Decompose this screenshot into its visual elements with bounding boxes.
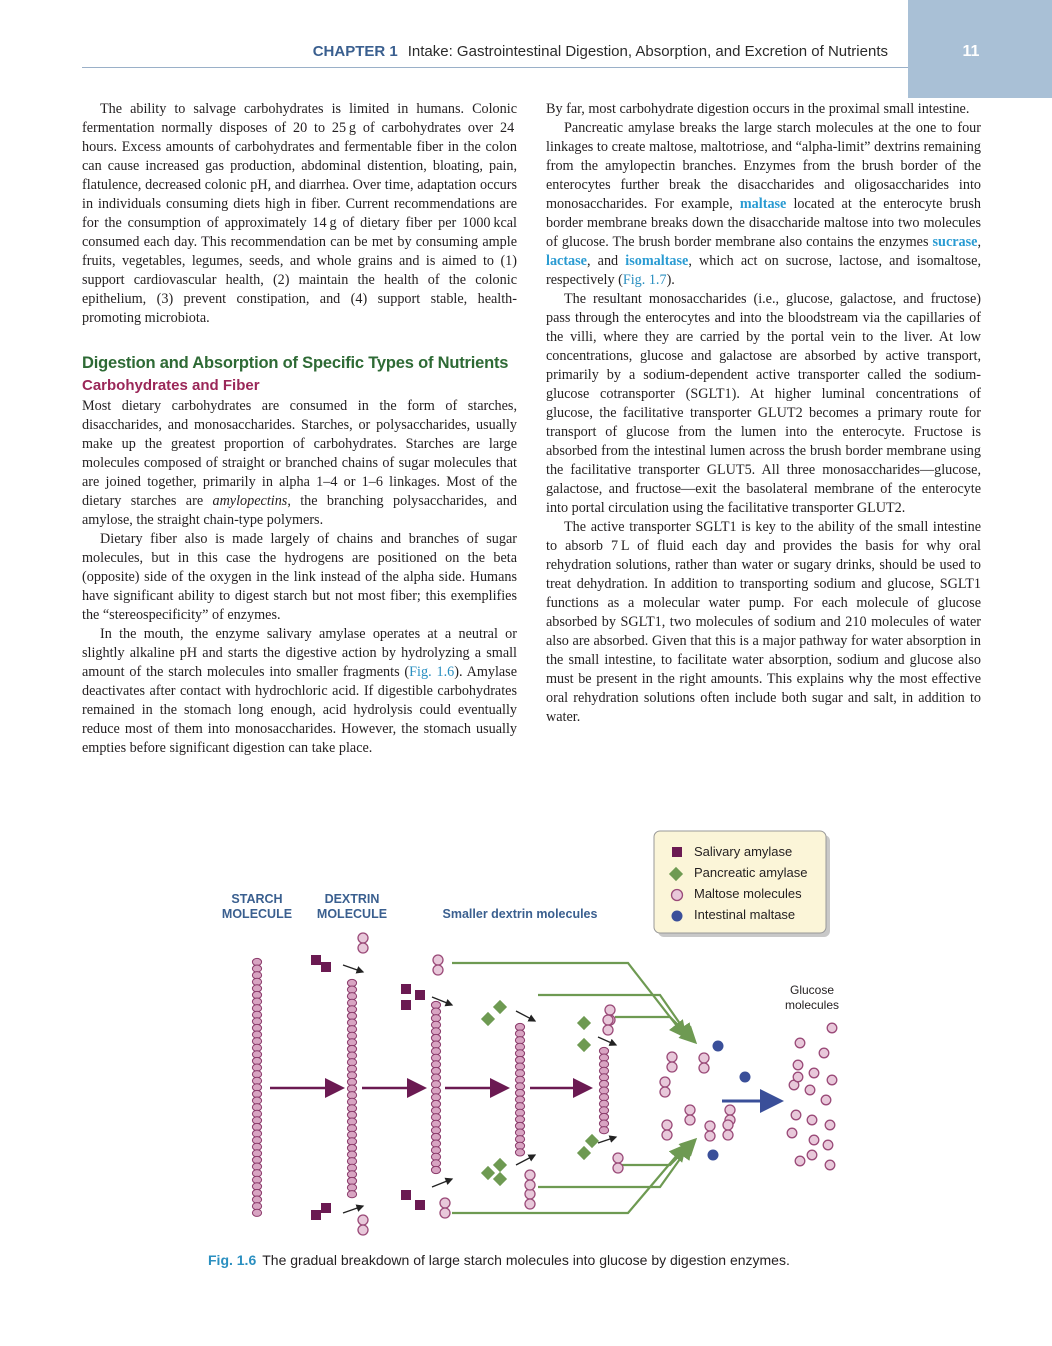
pancreatic-amylase-marker <box>481 1012 495 1026</box>
glucose-molecule <box>809 1135 819 1145</box>
label-molecules: molecules <box>784 998 840 1012</box>
label-smaller-dextrin: Smaller dextrin molecules <box>442 907 598 921</box>
chapter-label: CHAPTER 1 <box>312 43 398 60</box>
maltose-molecule <box>705 1121 715 1131</box>
cleavage-arrow <box>432 1179 452 1187</box>
glucose-molecule <box>827 1075 837 1085</box>
figure-caption <box>208 1252 790 1268</box>
pancreatic-amylase-marker <box>577 1016 591 1030</box>
glucose-molecule <box>805 1085 815 1095</box>
paragraph: By far, most carbohydrate digestion occurs in the proximal small intestine. <box>546 101 970 117</box>
glucose-molecule <box>787 1128 797 1138</box>
keyword-link-sucrase[interactable]: sucrase <box>932 234 978 250</box>
salivary-amylase-marker <box>401 984 411 994</box>
maltose-molecule <box>613 1163 623 1173</box>
glucose-molecules <box>787 1023 837 1170</box>
subsection-heading: Carbohydrates and Fiber <box>82 377 260 394</box>
maltose-molecule-icon <box>672 890 683 901</box>
figure-label: Fig. 1.6 <box>208 1252 257 1268</box>
maltose-molecule <box>613 1153 623 1163</box>
maltose-molecule <box>358 1225 368 1235</box>
maltose-molecule <box>667 1062 677 1072</box>
paragraph: The ability to salvage carbohydrates is limited in humans. Colonic fermentation normally disposes of 20 to 25 g of carbohydrates over 24 hours. Excess amounts of carbohydrates and fermentable fiber in the colon can cause increased gas production, abdominal distention, bloating, pain, flatulence, decreased colonic pH, and diarrhea. Over time, adaptation occurs in individuals consuming diets high in fiber. Current recommendations are for the consumption of approximately 14 g of dietary fiber per 1000 kcal consumed each day. This recommendation can be met by consuming ample fruits, vegetables, legumes, seeds, and whole grains and is aimed to (1) support cardiovascular health, (2) maintain the health of the colonic epithelium, (3) prevent constipation, and (4) support stable, health-promoting microbiota. <box>82 101 517 326</box>
caption-text: The gradual breakdown of large starch molecules into glucose by digestion enzymes. <box>262 1252 790 1268</box>
intestinal-maltase-icon <box>672 911 683 922</box>
glucose-molecule <box>809 1068 819 1078</box>
figure-link[interactable]: Fig. 1.6 <box>409 664 455 680</box>
glucose-molecule <box>807 1115 817 1125</box>
legend <box>654 831 830 937</box>
maltose-molecule <box>660 1077 670 1087</box>
cleavage-arrow <box>343 965 363 972</box>
chapter-title: Intake: Gastrointestinal Digestion, Absorption, and Excretion of Nutrients <box>407 43 888 60</box>
pancreatic-amylase-marker <box>493 1172 507 1186</box>
page-number-box <box>908 0 1052 98</box>
label-molecule: MOLECULE <box>316 907 388 921</box>
salivary-amylase-marker <box>401 1190 411 1200</box>
glucose-molecule <box>823 1140 833 1150</box>
maltose-molecule <box>358 1215 368 1225</box>
pancreatic-amylase-marker <box>577 1038 591 1052</box>
paragraph: Pancreatic amylase breaks the large starch molecules at the one to four linkages to create maltose, maltotriose, and “alpha-limit” dextrins remaining from the amylopectin branches. Enzymes from the brush border of the enterocytes further break the disaccharides and oligosaccharides into monosaccharides. For example, maltase located at the enterocyte brush border membrane breaks down the disaccharide maltose into two molecules of glucose. The brush border membrane also contains the enzymes sucrase, lactase, and isomaltase, which act on sucrose, lactose, and isomaltose, respectively (Fig. 1.7). <box>546 120 981 288</box>
intestinal-maltase-marker <box>713 1041 724 1052</box>
glucose-molecule <box>793 1060 803 1070</box>
cleavage-arrow <box>516 1011 535 1021</box>
cleavage-arrow <box>516 1155 535 1165</box>
keyword-link-maltase[interactable]: maltase <box>739 196 787 212</box>
maltose-molecule <box>699 1063 709 1073</box>
starch-chain-unit <box>252 1209 261 1216</box>
starch-digestion-diagram <box>200 825 880 1245</box>
maltose-molecule <box>440 1208 450 1218</box>
cleavage-arrow <box>598 1037 616 1045</box>
glucose-molecule <box>795 1156 805 1166</box>
pancreatic-amylase-marker <box>493 1158 507 1172</box>
maltose-molecule <box>603 1015 613 1025</box>
legend-label-maltase: Intestinal maltase <box>694 907 796 922</box>
paragraph: Most dietary carbohydrates are consumed in the form of starches, disaccharides, and monosaccharides. Starches, or polysaccharides, usually make up the greatest proportion of carbohydrates. Starches are large molecules composed of straight or branched chains of sugar molecules that are joined together, primarily in alpha 1–4 or 1–6 linkages. Most of the dietary starches are amylopectins, the branching polysaccharides, and amylose, the straight chain-type polymers. <box>82 398 517 528</box>
legend-label-salivary: Salivary amylase <box>694 844 793 859</box>
glucose-molecule <box>821 1095 831 1105</box>
dextrin-chain-unit <box>347 1191 356 1198</box>
label-dextrin: DEXTRIN <box>324 892 380 906</box>
pancreatic-amylase-marker <box>481 1166 495 1180</box>
label-molecule: MOLECULE <box>221 907 293 921</box>
maltose-molecule <box>723 1130 733 1140</box>
maltose-molecule <box>603 1025 613 1035</box>
salivary-amylase-marker <box>401 1000 411 1010</box>
paragraph: The active transporter SGLT1 is key to the ability of the small intestine to absorb 7 L of fluid each day and provides the basis for why oral rehydration solutions, rather than water or sugary drinks, should be used to treat dehydration. In addition to transporting sodium and glucose, SGLT1 functions as a molecular water pump. For each molecule of glucose absorbed by SGLT1, two molecules of sodium and 210 molecules of water also are absorbed. Given that this is a major pathway for water absorption in the small intestine, to facilitate water absorption, sodium and glucose also must be present in the right amounts. This explains why the most effective oral rehydration solutions often include both sugar and salt, in addition to water. <box>546 519 981 725</box>
salivary-amylase-marker <box>415 1200 425 1210</box>
figure-starch-breakdown <box>200 825 880 1245</box>
glucose-molecule <box>819 1048 829 1058</box>
paragraph: In the mouth, the enzyme salivary amylase operates at a neutral or slightly alkaline pH and starts the digestive action by hydrolyzing a small amount of the starch molecules into smaller fragments (Fig. 1.6). Amylase deactivates after contact with hydrochloric acid. If digestible carbohydrates remained in the stomach long enough, acid hydrolysis could eventually reduce most of them into monosaccharides. However, the stomach usually empties before significant digestion can take place. <box>82 626 518 756</box>
keyword-link-lactase[interactable]: lactase <box>546 253 587 269</box>
paragraph: The resultant monosaccharides (i.e., glucose, galactose, and fructose) pass through the enterocytes and into the bloodstream via the capillaries of the villi, where they are carried by the portal vein to the liver. At low concentrations, glucose and galactose are absorbed by active transport, primarily by a sodium-dependent active transporter called the sodium-glucose cotransporter (SGLT1). At higher luminal concentrations of glucose, the facilitative transporter GLUT2 becomes a primary route for transport of glucose from the lumen into the enterocyte. Fructose is absorbed from the intestinal lumen across the brush border membrane using the facilitative transporter GLUT5. All three monosaccharides—glucose, galactose, and fructose—exit the basolateral membrane of the enterocyte into portal circulation using the facilitative transporter GLUT2. <box>546 291 981 516</box>
glucose-molecule <box>825 1120 835 1130</box>
maltose-molecule <box>433 965 443 975</box>
maltose-molecule <box>705 1131 715 1141</box>
legend-label-pancreatic: Pancreatic amylase <box>694 865 808 880</box>
section-heading: Digestion and Absorption of Specific Types of Nutrients <box>82 354 509 372</box>
maltose-molecule <box>662 1120 672 1130</box>
salivary-amylase-icon <box>672 847 682 857</box>
glucose-molecule <box>791 1110 801 1120</box>
legend-label-maltose: Maltose molecules <box>694 886 802 901</box>
maltose-molecule <box>358 943 368 953</box>
pancreatic-amylase-marker <box>493 1000 507 1014</box>
maltose-molecule <box>660 1087 670 1097</box>
figure-link[interactable]: Fig. 1.7 <box>622 272 667 288</box>
left-column <box>82 100 517 758</box>
dextrin-chain-unit <box>431 1166 440 1173</box>
intestinal-maltase-marker <box>740 1072 751 1083</box>
label-glucose: Glucose <box>789 983 835 997</box>
dextrin-chain-unit <box>515 1149 524 1156</box>
keyword-link-isomaltase[interactable]: isomaltase <box>625 253 689 269</box>
maltose-molecule <box>685 1115 695 1125</box>
page-number: 11 <box>962 43 980 60</box>
maltose-molecule <box>723 1120 733 1130</box>
salivary-amylase-marker <box>311 1210 321 1220</box>
label-starch: STARCH <box>231 892 283 906</box>
maltose-molecule <box>433 955 443 965</box>
emphasis-term: amylopectins <box>212 493 288 509</box>
dextrin-chain-unit <box>599 1127 608 1134</box>
maltose-molecule <box>525 1180 535 1190</box>
salivary-amylase-marker <box>415 990 425 1000</box>
running-header <box>82 43 888 60</box>
maltose-molecule <box>667 1052 677 1062</box>
right-column <box>546 100 981 727</box>
salivary-amylase-marker <box>321 1203 331 1213</box>
salivary-amylase-marker <box>311 955 321 965</box>
glucose-molecule <box>795 1038 805 1048</box>
header-rule <box>82 67 908 68</box>
paragraph: Dietary fiber also is made largely of chains and branches of sugar molecules, but in this case the hydrogens are positioned on the beta (opposite) side of the oxygen in the link instead of the alpha side. Humans have significant ability to digest starch but not most fiber; this exemplifies the “stereospecificity” of enzymes. <box>82 531 517 623</box>
maltose-molecule <box>699 1053 709 1063</box>
glucose-molecule <box>825 1160 835 1170</box>
maltose-molecule <box>662 1130 672 1140</box>
maltose-molecule <box>358 933 368 943</box>
pancreatic-amylase-marker <box>585 1134 599 1148</box>
cleavage-arrow <box>343 1206 363 1213</box>
maltose-molecule <box>605 1005 615 1015</box>
maltose-molecule <box>685 1105 695 1115</box>
pancreatic-amylase-marker <box>577 1146 591 1160</box>
salivary-amylase-marker <box>321 962 331 972</box>
maltose-molecule <box>525 1170 535 1180</box>
intestinal-maltase-marker <box>708 1150 719 1161</box>
maltose-molecule <box>525 1199 535 1209</box>
maltose-molecule <box>440 1198 450 1208</box>
glucose-molecule <box>807 1150 817 1160</box>
maltose-molecule <box>725 1105 735 1115</box>
glucose-molecule <box>793 1072 803 1082</box>
cleavage-arrow <box>598 1137 616 1143</box>
glucose-molecule <box>827 1023 837 1033</box>
maltose-molecules <box>358 933 751 1235</box>
